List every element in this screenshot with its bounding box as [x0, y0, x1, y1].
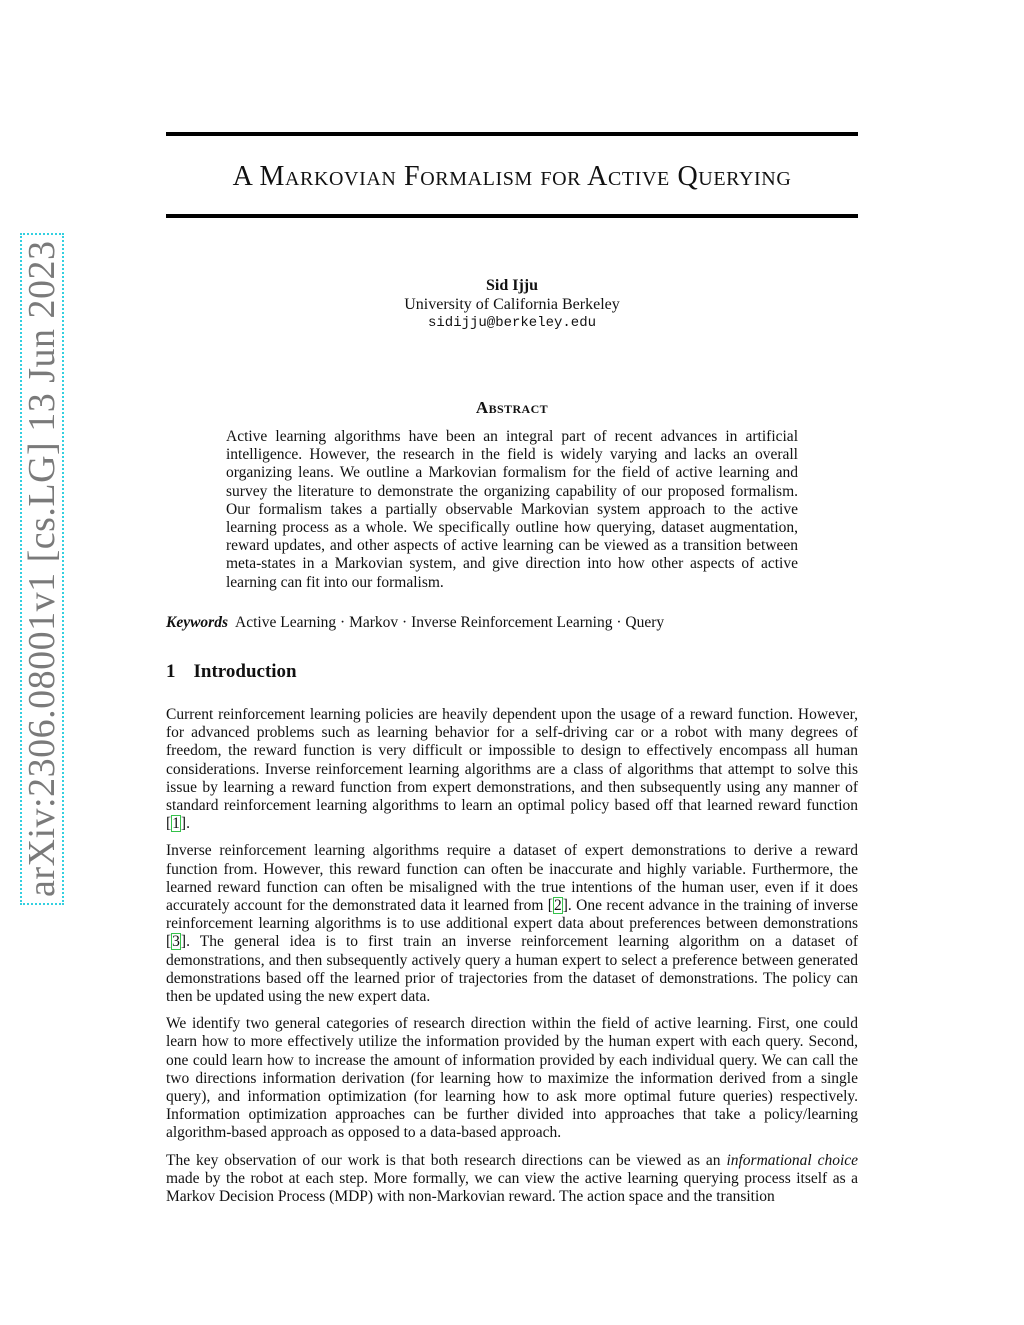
paragraph-3: We identify two general categories of research direction within the field of active learning. First, one could learn how to more effectively utilize the information provided by the human expert with each query. Second, one could learn how to increase the amount of information provided by each individual query. We can call the two directions information derivation (for learning how to maximize the information derived from a single query), and information optimization (for learning how to ask more optimal future queries) respectively. Information optimization approaches can be further divided into approaches that take a policy/learning algorithm-based approach as opposed to a data-based approach. — [166, 1015, 858, 1142]
paragraph-4-text-b: made by the robot at each step. More formally, we can view the active learning querying process itself as a Markov Decision Process (MDP) with non-Markovian reward. The action space and the transition — [166, 1169, 858, 1206]
author-email[interactable]: sidijju@berkeley.edu — [427, 315, 597, 331]
paragraph-4 — [166, 1152, 858, 1207]
citation-link-3[interactable]: 3 — [172, 933, 180, 951]
arxiv-identifier-stamp: arXiv:2306.08001v1 [cs.LG] 13 Jun 2023 — [20, 233, 64, 905]
paragraph-1-text: Current reinforcement learning policies are heavily dependent upon the usage of a reward function. However, for advanced problems such as learning behavior for a self-driving car or a robot with many degrees of freedom, the reward function is very difficult or impossible to design to effectively encompass all human considerations. Inverse reinforcement learning algorithms are a class of algorithms that attempt to solve this issue by learning a reward function from expert demonstrations, and then subsequently using any manner of standard reinforcement learning algorithms to learn an optimal policy based off that learned reward function [ — [166, 706, 858, 833]
paper-title: A Markovian Formalism for Active Querying — [232, 161, 792, 192]
paragraph-4-text-a: The key observation of our work is that both research directions can be viewed as an — [166, 1151, 727, 1169]
introduction-body — [166, 706, 858, 1215]
title-bottom-rule — [166, 214, 858, 218]
citation-link-2[interactable]: 2 — [553, 897, 562, 915]
paragraph-4-emphasis: informational choice — [726, 1151, 859, 1169]
keywords-label: Keywords — [166, 614, 228, 631]
paragraph-2-text-a: Inverse reinforcement learning algorithms require a dataset of expert demonstrations to derive a reward function from. However, this reward function can often be inaccurate and highly variable. Furthermore, the learned reward function can often be misaligned with the true intentions of the human user, even if it does accurately account for the demonstrated data it learned from [ — [166, 842, 858, 915]
keywords-line — [166, 614, 858, 632]
paragraph-2-text-c: ]. The general idea is to first train an inverse reinforcement learning algorithm on a dataset of demonstrations, and then subsequently actively query a human expert to select a preference between generated demonstrations based off the learned prior of trajectories from the dataset of demonstrations. The policy can then be updated using the new expert data. — [166, 933, 858, 1006]
section-title: Introduction — [193, 661, 297, 682]
title-top-rule — [166, 132, 858, 136]
paragraph-2-text-b: ]. One recent advance in the training of inverse reinforcement learning algorithms is to use additional expert data about preferences between demonstrations [ — [166, 897, 858, 951]
author-block — [166, 276, 858, 333]
section-number: 1 — [166, 661, 176, 682]
abstract-heading: Abstract — [475, 398, 549, 417]
citation-link-1[interactable]: 1 — [172, 815, 180, 833]
author-affiliation: University of California Berkeley — [404, 296, 620, 313]
paragraph-2 — [166, 842, 858, 1006]
abstract-body: Active learning algorithms have been an integral part of recent advances in artificial intelligence. However, the research in the field is widely varying and lacks an overall organizing leans. We outline a Markovian formalism for the field of active learning and survey the literature to demonstrate the organizing capability of our proposed formalism. Our formalism takes a partially observable Markovian system approach to the active learning process as a whole. We specifically outline how querying, dataset augmentation, reward updates, and other aspects of active learning can be viewed as a transition between meta-states in a Markovian system, and give direction into how other aspects of active learning can fit into our formalism. — [226, 428, 798, 591]
author-name: Sid Ijju — [485, 277, 539, 294]
paragraph-1-tail: ]. — [180, 815, 190, 833]
paragraph-1 — [166, 706, 858, 833]
section-heading-introduction — [166, 661, 297, 683]
keywords-list: Active Learning · Markov · Inverse Reinforcement Learning · Query — [235, 614, 665, 631]
